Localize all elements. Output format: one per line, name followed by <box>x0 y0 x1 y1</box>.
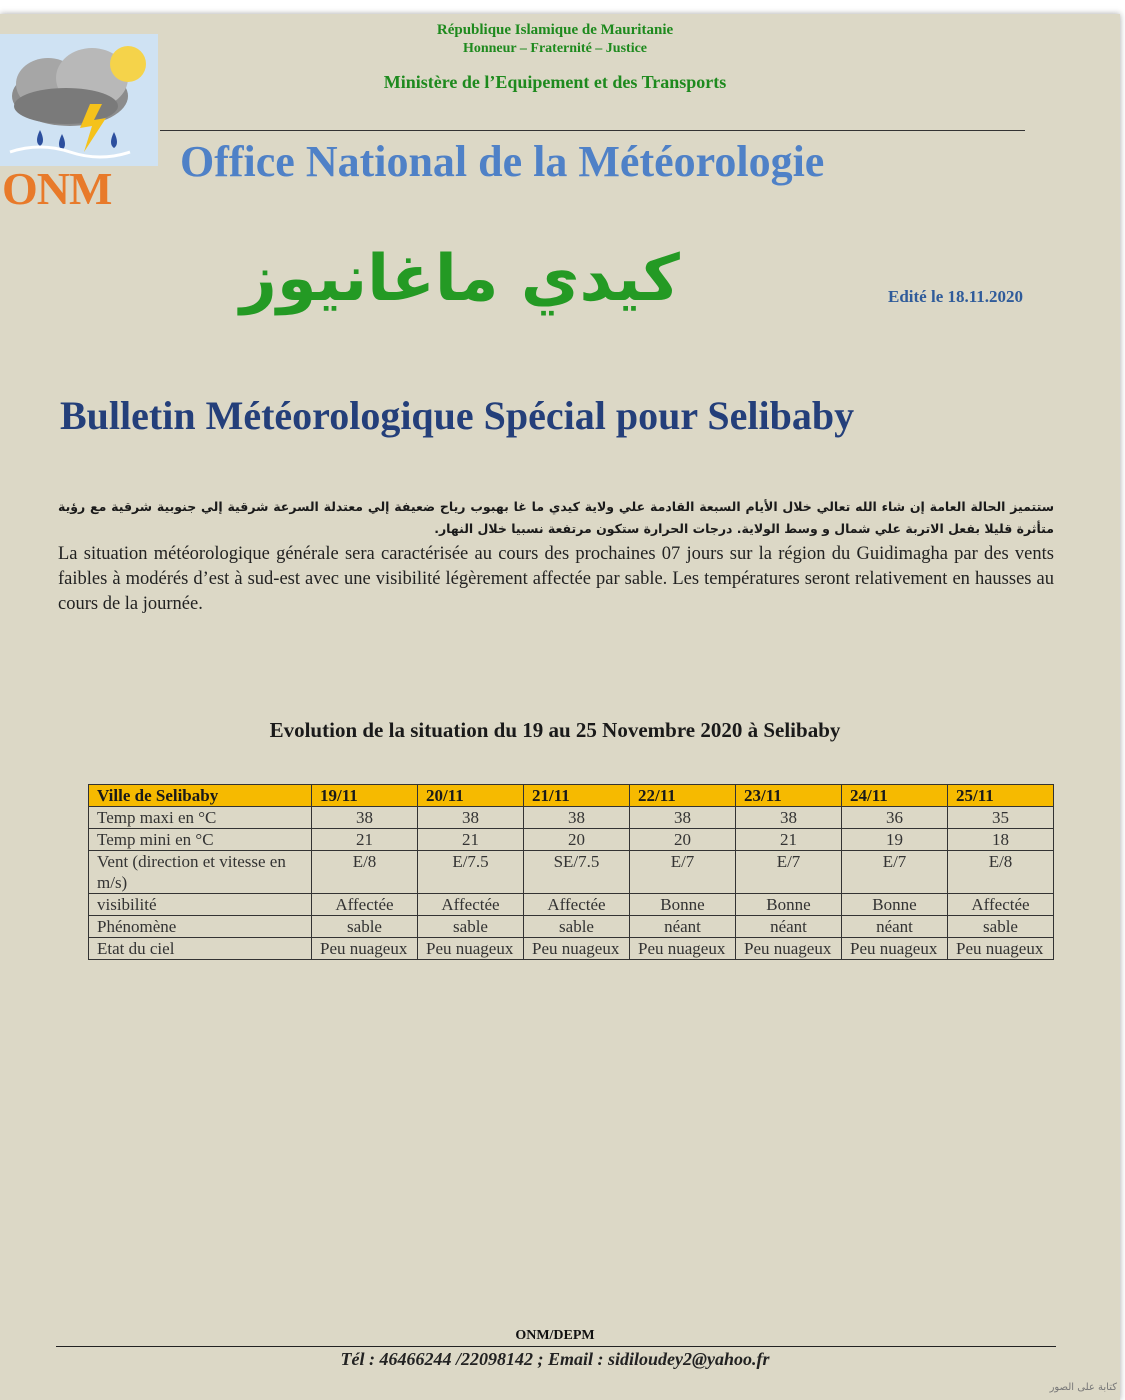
table-header-cell: Ville de Selibaby <box>89 785 312 807</box>
table-row <box>89 894 1054 916</box>
table-header-cell: 20/11 <box>418 785 524 807</box>
document-page <box>0 14 1120 1400</box>
edition-date: Edité le 18.11.2020 <box>888 287 1024 306</box>
table-header-cell: 22/11 <box>630 785 736 807</box>
row-label: Temp mini en °C <box>89 829 312 851</box>
table-cell: Bonne <box>630 894 736 916</box>
table-cell: Bonne <box>736 894 842 916</box>
table-cell: E/7 <box>736 851 842 894</box>
footer-department: ONM/DEPM <box>515 1328 595 1343</box>
table-cell: 20 <box>524 829 630 851</box>
row-label: Phénomène <box>89 916 312 938</box>
table-cell: Affectée <box>948 894 1054 916</box>
table-header-cell: 21/11 <box>524 785 630 807</box>
table-row <box>89 829 1054 851</box>
table-cell: 21 <box>736 829 842 851</box>
motto: Honneur – Fraternité – Justice <box>462 41 648 56</box>
ministry-heading: Ministère de l’Equipement et des Transports <box>383 72 727 92</box>
table-cell: Peu nuageux <box>524 938 630 960</box>
table-row <box>89 807 1054 829</box>
table-cell: E/7 <box>630 851 736 894</box>
table-cell: 20 <box>630 829 736 851</box>
table-header-cell: 19/11 <box>312 785 418 807</box>
logo-text: ONM <box>2 163 112 214</box>
table-cell: 18 <box>948 829 1054 851</box>
table-cell: 38 <box>418 807 524 829</box>
table-cell: Peu nuageux <box>842 938 948 960</box>
table-cell: sable <box>418 916 524 938</box>
table-cell: 38 <box>312 807 418 829</box>
bulletin-title: Bulletin Météorologique Spécial pour Selibaby <box>60 393 855 438</box>
office-title: Office National de la Météorologie <box>180 137 825 186</box>
table-cell: 19 <box>842 829 948 851</box>
table-row <box>89 916 1054 938</box>
table-cell: sable <box>948 916 1054 938</box>
table-cell: Affectée <box>312 894 418 916</box>
table-cell: néant <box>842 916 948 938</box>
table-cell: E/7 <box>842 851 948 894</box>
table-cell: Peu nuageux <box>948 938 1054 960</box>
row-label: Vent (direction et vitesse en m/s) <box>89 851 312 894</box>
table-cell: Peu nuageux <box>630 938 736 960</box>
table-row <box>89 851 1054 894</box>
table-header-cell: 24/11 <box>842 785 948 807</box>
table-cell: E/8 <box>312 851 418 894</box>
table-cell: néant <box>736 916 842 938</box>
arabic-paragraph: ستتميز الحالة العامة إن شاء الله تعالي خلال الأيام السبعة القادمة علي ولاية كيدي ما غا بهبوب رياح ضعيفة إلي معتدلة السرعة شرقية إلي جنوبية شرقية مع رؤية متأثرة قليلا بفعل الاتربة علي شمال و وسط الولاية. درجات الحرارة ستكون مرتفعة نسبيا خلال النهار. <box>58 499 1054 536</box>
republic-heading: République Islamique de Mauritanie <box>436 22 674 38</box>
table-cell: sable <box>524 916 630 938</box>
evolution-title: Evolution de la situation du 19 au 25 Novembre 2020 à Selibaby <box>269 718 841 742</box>
table-cell: 38 <box>630 807 736 829</box>
row-label: Temp maxi en °C <box>89 807 312 829</box>
table-cell: E/7.5 <box>418 851 524 894</box>
watermark: كتابة على الصور <box>1049 1382 1117 1393</box>
table-cell: 38 <box>736 807 842 829</box>
table-cell: 35 <box>948 807 1054 829</box>
onm-logo <box>0 34 160 214</box>
table-cell: 21 <box>312 829 418 851</box>
table-cell: Peu nuageux <box>418 938 524 960</box>
table-cell: Affectée <box>524 894 630 916</box>
table-cell: Bonne <box>842 894 948 916</box>
arabic-region-title: كيدي ماغانيوز <box>240 242 680 316</box>
footer-contact: Tél : 46466244 /22098142 ; Email : sidiloudey2@yahoo.fr <box>340 1349 770 1369</box>
header-divider <box>160 130 1025 131</box>
table-cell: E/8 <box>948 851 1054 894</box>
table-cell: 21 <box>418 829 524 851</box>
footer-divider <box>56 1346 1056 1347</box>
table-cell: Affectée <box>418 894 524 916</box>
table-header-row <box>89 785 1054 807</box>
table-header-cell: 23/11 <box>736 785 842 807</box>
table-cell: Peu nuageux <box>312 938 418 960</box>
row-label: visibilité <box>89 894 312 916</box>
forecast-table <box>88 784 1054 960</box>
table-row <box>89 938 1054 960</box>
row-label: Etat du ciel <box>89 938 312 960</box>
table-cell: néant <box>630 916 736 938</box>
table-cell: 38 <box>524 807 630 829</box>
table-cell: 36 <box>842 807 948 829</box>
table-header-cell: 25/11 <box>948 785 1054 807</box>
french-paragraph: La situation météorologique générale sera caractérisée au cours des prochaines 07 jours sur la région du Guidimagha par des vents faibles à modérés d’est à sud-est avec une visibilité légèrement affectée par sable. Les températures seront relativement en hausses au cours de la journée. <box>58 544 1054 614</box>
table-cell: Peu nuageux <box>736 938 842 960</box>
table-cell: sable <box>312 916 418 938</box>
table-cell: SE/7.5 <box>524 851 630 894</box>
